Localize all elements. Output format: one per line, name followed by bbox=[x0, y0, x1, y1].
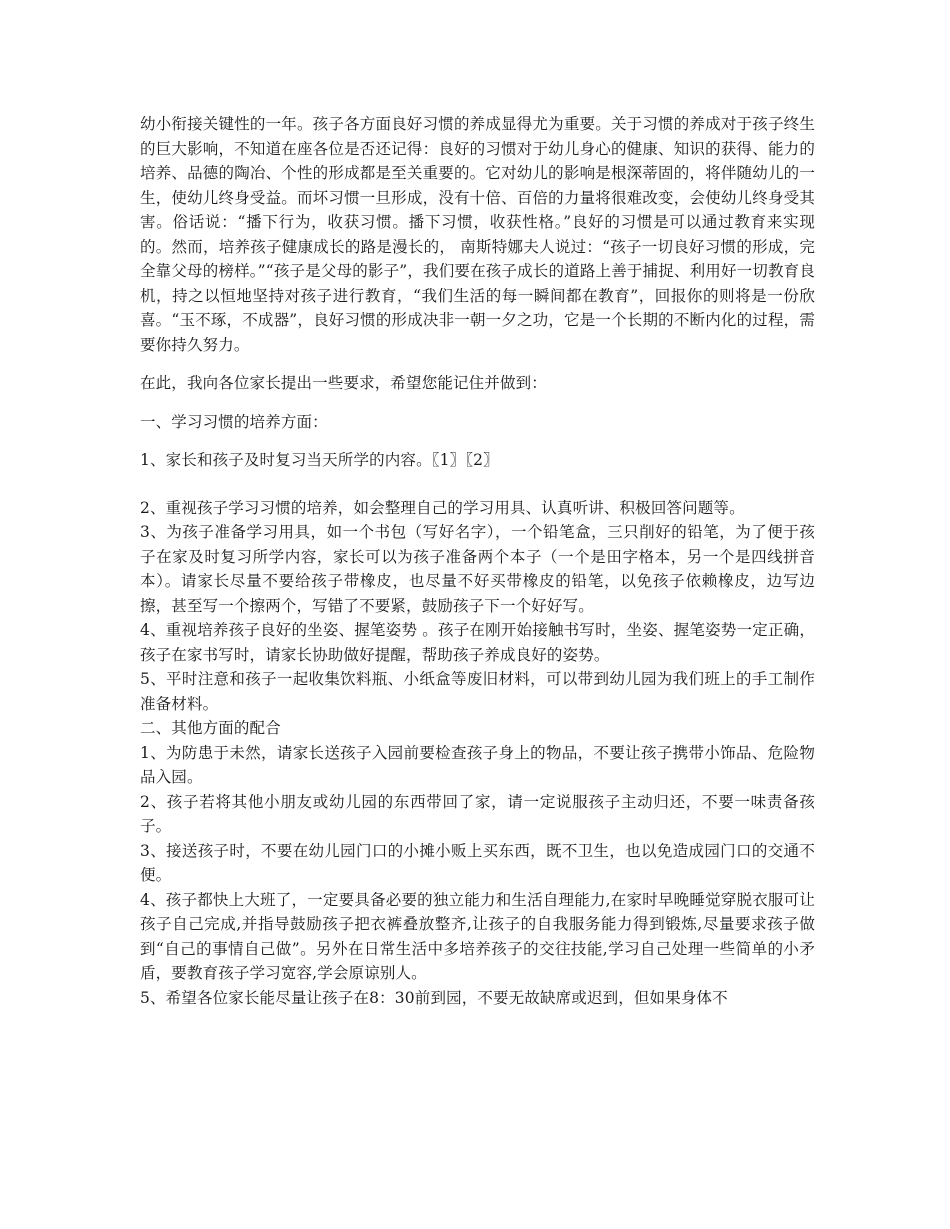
intro-paragraph: 幼小衔接关键性的一年。孩子各方面良好习惯的养成显得尤为重要。关于习惯的养成对于孩子终生的巨大影响，不知道在座各位是否还记得：良好的习惯对于幼儿身心的健康、知识的获得、能力的培养、品德的陶冶、个性的形成都是至关重要的。它对幼儿的影响是根深蒂固的，将伴随幼儿的一生，使幼儿终身受益。而坏习惯一旦形成，没有十倍、百倍的力量将很难改变，会使幼儿终身受其害。俗话说：“播下行为，收获习惯。播下习惯，收获性格。”良好的习惯是可以通过教育来实现的。然而，培养孩子健康成长的路是漫长的， 南斯特娜夫人说过：“孩子一切良好习惯的形成，完全靠父母的榜样。”“孩子是父母的影子”，我们要在孩子成长的道路上善于捕捉、利用好一切教育良机，持之以恒地坚持对孩子进行教育，“我们生活的每一瞬间都在教育”，回报你的则将是一份欣喜。“玉不琢，不成器”，良好习惯的形成决非一朝一夕之功，它是一个长期的不断内化的过程，需要你持久努力。 bbox=[140, 115, 815, 354]
other-item-4: 4、孩子都快上大班了，一定要具备必要的独立能力和生活自理能力,在家时早晚睡觉穿脱衣服可让孩子自己完成,并指导鼓励孩子把衣裤叠放整齐,让孩子的自我服务能力得到锻炼,尽量要求孩子做到“自己的事情自己做”。另外在日常生活中多培养孩子的交往技能,学习自己处理一些简单的小矛盾，要教育孩子学习宽容,学会原谅别人。 bbox=[140, 890, 815, 982]
study-item-3: 3、为孩子准备学习用具，如一个书包（写好名字），一个铅笔盒，三只削好的铅笔，为了便于孩子在家及时复习所学内容，家长可以为孩子准备两个本子（一个是田字格本，另一个是四线拼音本）。请家长尽量不要给孩子带橡皮，也尽量不好买带橡皮的铅笔，以免孩子依赖橡皮，边写边擦，甚至写一个擦两个，写错了不要紧，鼓励孩子下一个好好写。 bbox=[140, 523, 815, 615]
request-intro: 在此，我向各位家长提出一些要求，希望您能记住并做到： bbox=[140, 374, 547, 392]
other-item-2: 2、孩子若将其他小朋友或幼儿园的东西带回了家，请一定说服孩子主动归还，不要一味责备孩子。 bbox=[140, 792, 815, 835]
study-item-5: 5、平时注意和孩子一起收集饮料瓶、小纸盒等废旧材料，可以带到幼儿园为我们班上的手工制作准备材料。 bbox=[140, 670, 815, 713]
document-body bbox=[140, 112, 815, 1010]
section-heading-study-habits: 一、学习习惯的培养方面： bbox=[140, 412, 328, 431]
study-item-2: 2、重视孩子学习习惯的培养，如会整理自己的学习用具、认真听讲、积极回答问题等。 bbox=[140, 498, 745, 517]
other-item-3: 3、接送孩子时，不要在幼儿园门口的小摊小贩上买东西，既不卫生，也以免造成园门口的交通不便。 bbox=[140, 841, 815, 884]
study-item-1: 1、家长和孩子及时复习当天所学的内容。〖1〗〖2〗 bbox=[140, 451, 499, 469]
study-item-4: 4、重视培养孩子良好的坐姿、握笔姿势 。孩子在刚开始接触书写时，坐姿、握笔姿势一定正确，孩子在家书写时，请家长协助做好提醒，帮助孩子养成良好的姿势。 bbox=[140, 621, 815, 664]
other-item-5: 5、希望各位家长能尽量让孩子在8：30前到园，不要无故缺席或迟到，但如果身体不 bbox=[140, 988, 728, 1007]
section-heading-other-cooperation: 二、其他方面的配合 bbox=[140, 719, 281, 737]
other-item-1: 1、为防患于未然，请家长送孩子入园前要检查孩子身上的物品，不要让孩子携带小饰品、危险物品入园。 bbox=[140, 743, 815, 786]
